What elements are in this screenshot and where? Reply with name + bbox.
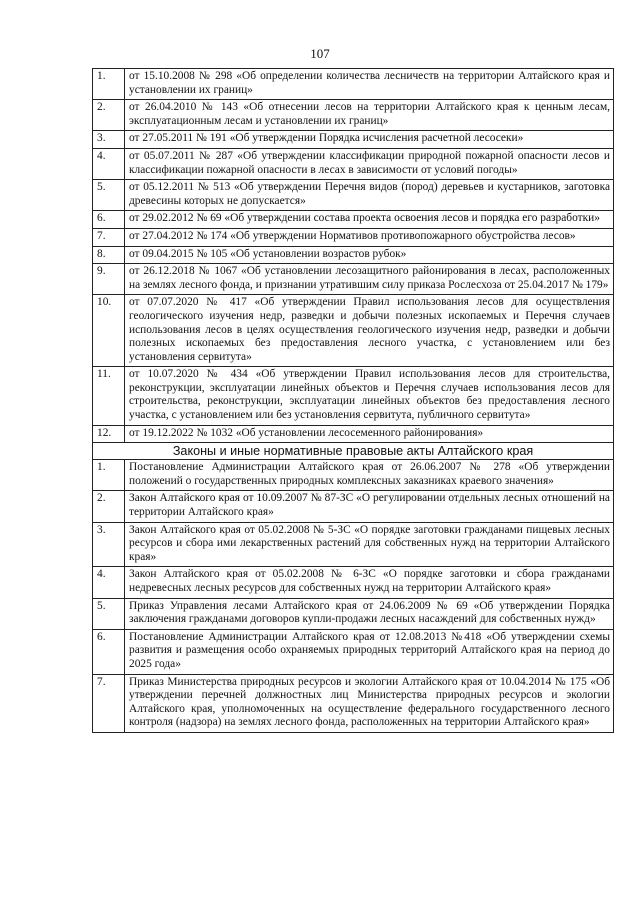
page-number: 107 [310,46,330,61]
row-text: Закон Алтайского края от 05.02.2008 № 6-ЗС «О порядке заготовки и сбора гражданами недревесных лесных ресурсов для собственных нужд на территории Алтайского края» [125,567,614,598]
row-text: от 07.07.2020 № 417 «Об утверждении Правил использования лесов для осуществления геологического изучения недр, разведки и добычи полезных ископаемых и Перечня случаев использования лесов в целях осуществления геологического изучения недр, разведки и добычи полезных ископаемых без предоставления лесного участка, с установлением или без установления сервитута» [125,295,614,367]
row-text: от 19.12.2022 № 1032 «Об установлении лесосеменного районирования» [125,425,614,443]
table-row [93,674,614,732]
regional-acts-section [93,460,614,733]
row-number: 5. [93,180,125,211]
row-text: Постановление Администрации Алтайского края от 12.08.2013 №418 «Об утверждении схемы развития и размещения особо охраняемых природных территорий Алтайского края на период до 2025 года» [125,629,614,674]
federal-acts-section [93,69,614,443]
row-text: от 05.12.2011 № 513 «Об утверждении Перечня видов (пород) деревьев и кустарников, заготовка древесины которых не допускается» [125,180,614,211]
table-row [93,522,614,567]
table-row [93,246,614,264]
row-number: 7. [93,674,125,732]
row-text: от 09.04.2015 № 105 «Об установлении возрастов рубок» [125,246,614,264]
table-row [93,131,614,149]
table-row [93,425,614,443]
row-text: Приказ Управления лесами Алтайского края от 24.06.2009 № 69 «Об утверждении Порядка заключения гражданами договоров купли-продажи лесных насаждений для собственных нужд» [125,598,614,629]
table-row [93,211,614,229]
table-row [93,598,614,629]
row-text: Приказ Министерства природных ресурсов и экологии Алтайского края от 10.04.2014 № 175 «Об утверждении перечней должностных лиц Министерства природных ресурсов и экологии Алтайского края, уполномоченных на осуществление федерального государственного лесного контроля (надзора) на землях лесного фонда, расположенных на территории Алтайского края» [125,674,614,732]
table-row [93,295,614,367]
row-text: от 27.05.2011 № 191 «Об утверждении Порядка исчисления расчетной лесосеки» [125,131,614,149]
regional-acts-header [93,443,614,460]
row-number: 4. [93,148,125,179]
row-number: 11. [93,367,125,425]
row-text: от 27.04.2012 № 174 «Об утверждении Нормативов противопожарного обустройства лесов» [125,228,614,246]
row-number: 6. [93,629,125,674]
row-text: Закон Алтайского края от 10.09.2007 № 87-ЗС «О регулировании отдельных лесных отношений на территории Алтайского края» [125,491,614,522]
row-text: от 26.04.2010 № 143 «Об отнесении лесов на территории Алтайского края к ценным лесам, эксплуатационным лесам и установлении их границ» [125,100,614,131]
row-number: 3. [93,131,125,149]
table-row [93,491,614,522]
table-row [93,148,614,179]
legal-acts-table [92,68,614,733]
table-row [93,100,614,131]
table-row [93,567,614,598]
table-row [93,629,614,674]
table-row [93,228,614,246]
section-heading: Законы и иные нормативные правовые акты Алтайского края [93,443,614,460]
row-number: 5. [93,598,125,629]
table-row [93,367,614,425]
row-number: 1. [93,69,125,100]
row-text: от 10.07.2020 № 434 «Об утверждении Правил использования лесов для строительства, реконструкции, эксплуатации линейных объектов и Перечня случаев использования лесов для строительства, реконструкции, эксплуатации линейных объектов без предоставления лесного участка, с установлением или без установления сервитута, публичного сервитута» [125,367,614,425]
row-text: от 29.02.2012 № 69 «Об утверждении состава проекта освоения лесов и порядка его разработки» [125,211,614,229]
row-number: 9. [93,264,125,295]
row-number: 1. [93,460,125,491]
row-text: от 05.07.2011 № 287 «Об утверждении классификации природной пожарной опасности лесов и классификации пожарной опасности в лесах в зависимости от условий погоды» [125,148,614,179]
row-text: от 26.12.2018 № 1067 «Об установлении лесозащитного районирования в лесах, расположенных на землях лесного фонда, и признании утратившим силу приказа Рослесхоза от 25.04.2017 № 179» [125,264,614,295]
table-row [93,460,614,491]
row-number: 2. [93,491,125,522]
row-number: 4. [93,567,125,598]
row-text: Закон Алтайского края от 05.02.2008 № 5-ЗС «О порядке заготовки гражданами пищевых лесных ресурсов и сбора ими лекарственных растений для собственных нужд на территории Алтайского края» [125,522,614,567]
table-row [93,264,614,295]
row-text: Постановление Администрации Алтайского края от 26.06.2007 № 278 «Об утверждении положений о государственных природных комплексных заказниках краевого значения» [125,460,614,491]
row-number: 8. [93,246,125,264]
row-number: 7. [93,228,125,246]
row-number: 3. [93,522,125,567]
section-heading-row [93,443,614,460]
row-text: от 15.10.2008 № 298 «Об определении количества лесничеств на территории Алтайского края и установлении их границ» [125,69,614,100]
row-number: 2. [93,100,125,131]
row-number: 6. [93,211,125,229]
table-row [93,69,614,100]
row-number: 10. [93,295,125,367]
table-row [93,180,614,211]
row-number: 12. [93,425,125,443]
